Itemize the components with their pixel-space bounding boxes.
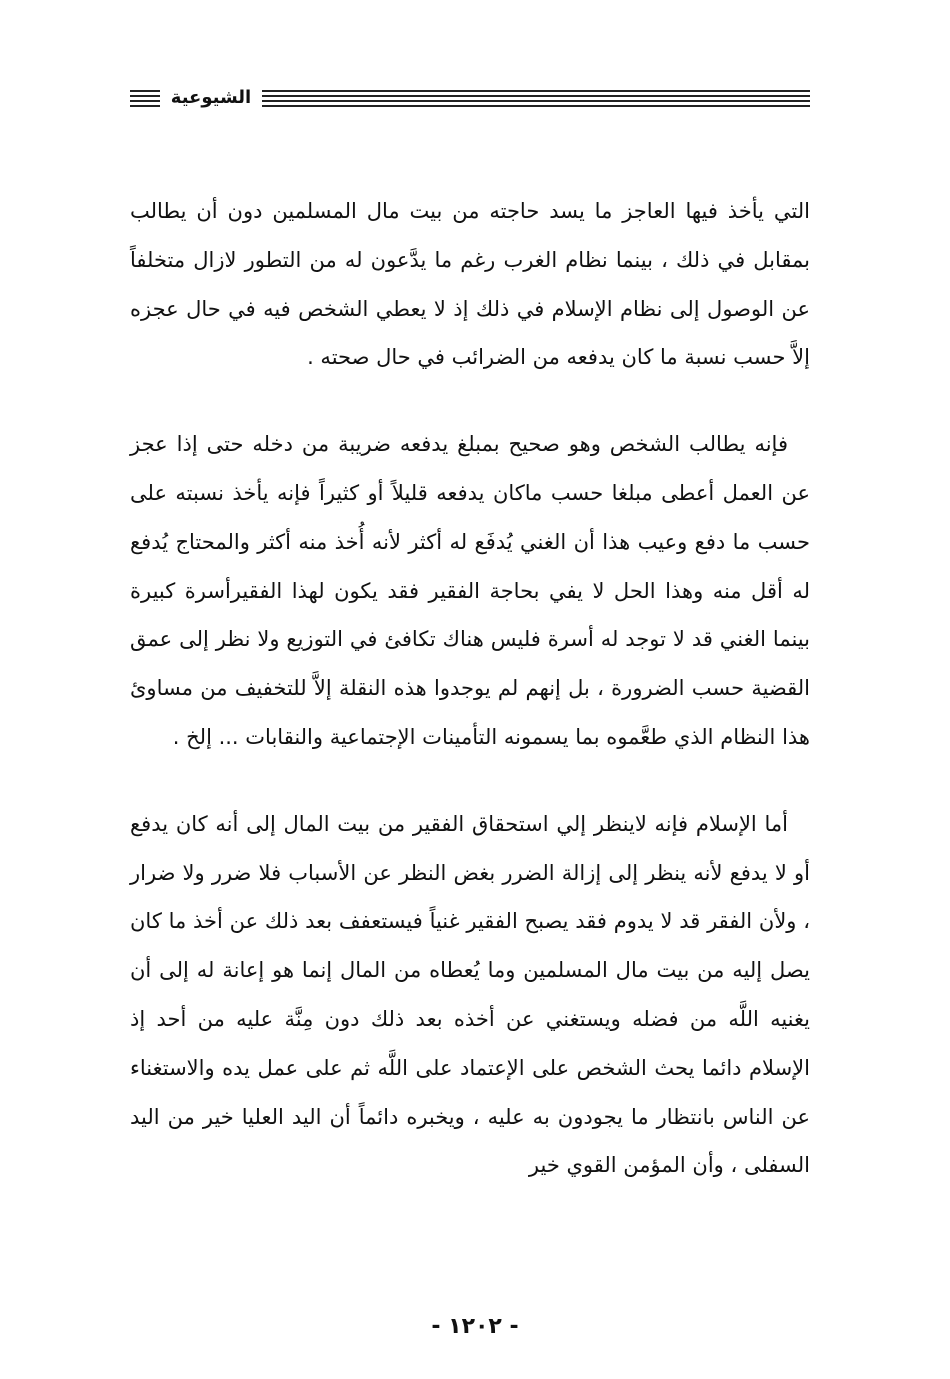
header-title: الشيوعية: [170, 87, 252, 108]
running-header: [130, 86, 810, 114]
paragraph-2: فإنه يطالب الشخص وهو صحيح بمبلغ يدفعه ضريبة من دخله حتى إذا عجز عن العمل أعطى مبلغا حسب ماكان يدفعه قليلاً أو كثيراً فإنه يأخذ نسبته على حسب ما دفع وعيب هذا أن الغني يُدفَع له أكثر لأنه أُخذ منه أكثر والمحتاج يُدفع له أقل منه وهذا الحل لا يفي بحاجة الفقير فقد يكون لهذا الفقيرأسرة كبيرة بينما الغني قد لا توجد له أسرة فليس هناك تكافئ في التوزيع ولا نظر إلى عمق القضية حسب الضرورة ، بل إنهم لم يوجدوا هذه النقلة إلاَّ للتخفيف من مساوئ هذا النظام الذي طعَّموه بما يسمونه التأمينات الإجتماعية والنقابات ... إلخ .: [130, 432, 810, 749]
header-rule-right: [262, 90, 810, 110]
paragraph-1: التي يأخذ فيها العاجز ما يسد حاجته من بيت مال المسلمين دون أن يطالب بمقابل في ذلك ، بينما نظام الغرب رغم ما يدَّعون له من التطور لازال متخلفاً عن الوصول إلى نظام الإسلام في ذلك إذ لا يعطي الشخص فيه في حال عجزه إلاَّ حسب نسبة ما كان يدفعه من الضرائب في حال صحته .: [130, 199, 810, 370]
page-number: - ١٢٠٢ -: [431, 1314, 519, 1339]
paragraph-3: أما الإسلام فإنه لاينظر إلي استحقاق الفقير من بيت المال إلى أنه كان يدفع أو لا يدفع لأنه ينظر إلى إزالة الضرر بغض النظر عن الأسباب فلا ضرر ولا ضرار ، ولأن الفقر قد لا يدوم فقد يصبح الفقير غنياً فيستعفف بعد ذلك عن أخذ ما كان يصل إليه من بيت مال المسلمين وما يُعطاه من المال إنما هو إعانة له إلى أن يغنيه اللَّه من فضله ويستغني عن أخذه بعد ذلك دون مِنَّة عليه من أحد إذ الإسلام دائما يحث الشخص على الإعتماد على اللَّه ثم على عمل يده والاستغناء عن الناس بانتظار ما يجودون به عليه ، ويخبره دائماً أن اليد العليا خير من اليد السفلى ، وأن المؤمن القوي خير: [130, 811, 810, 1178]
body-text: [130, 187, 810, 1190]
header-rule-left: [130, 90, 160, 110]
